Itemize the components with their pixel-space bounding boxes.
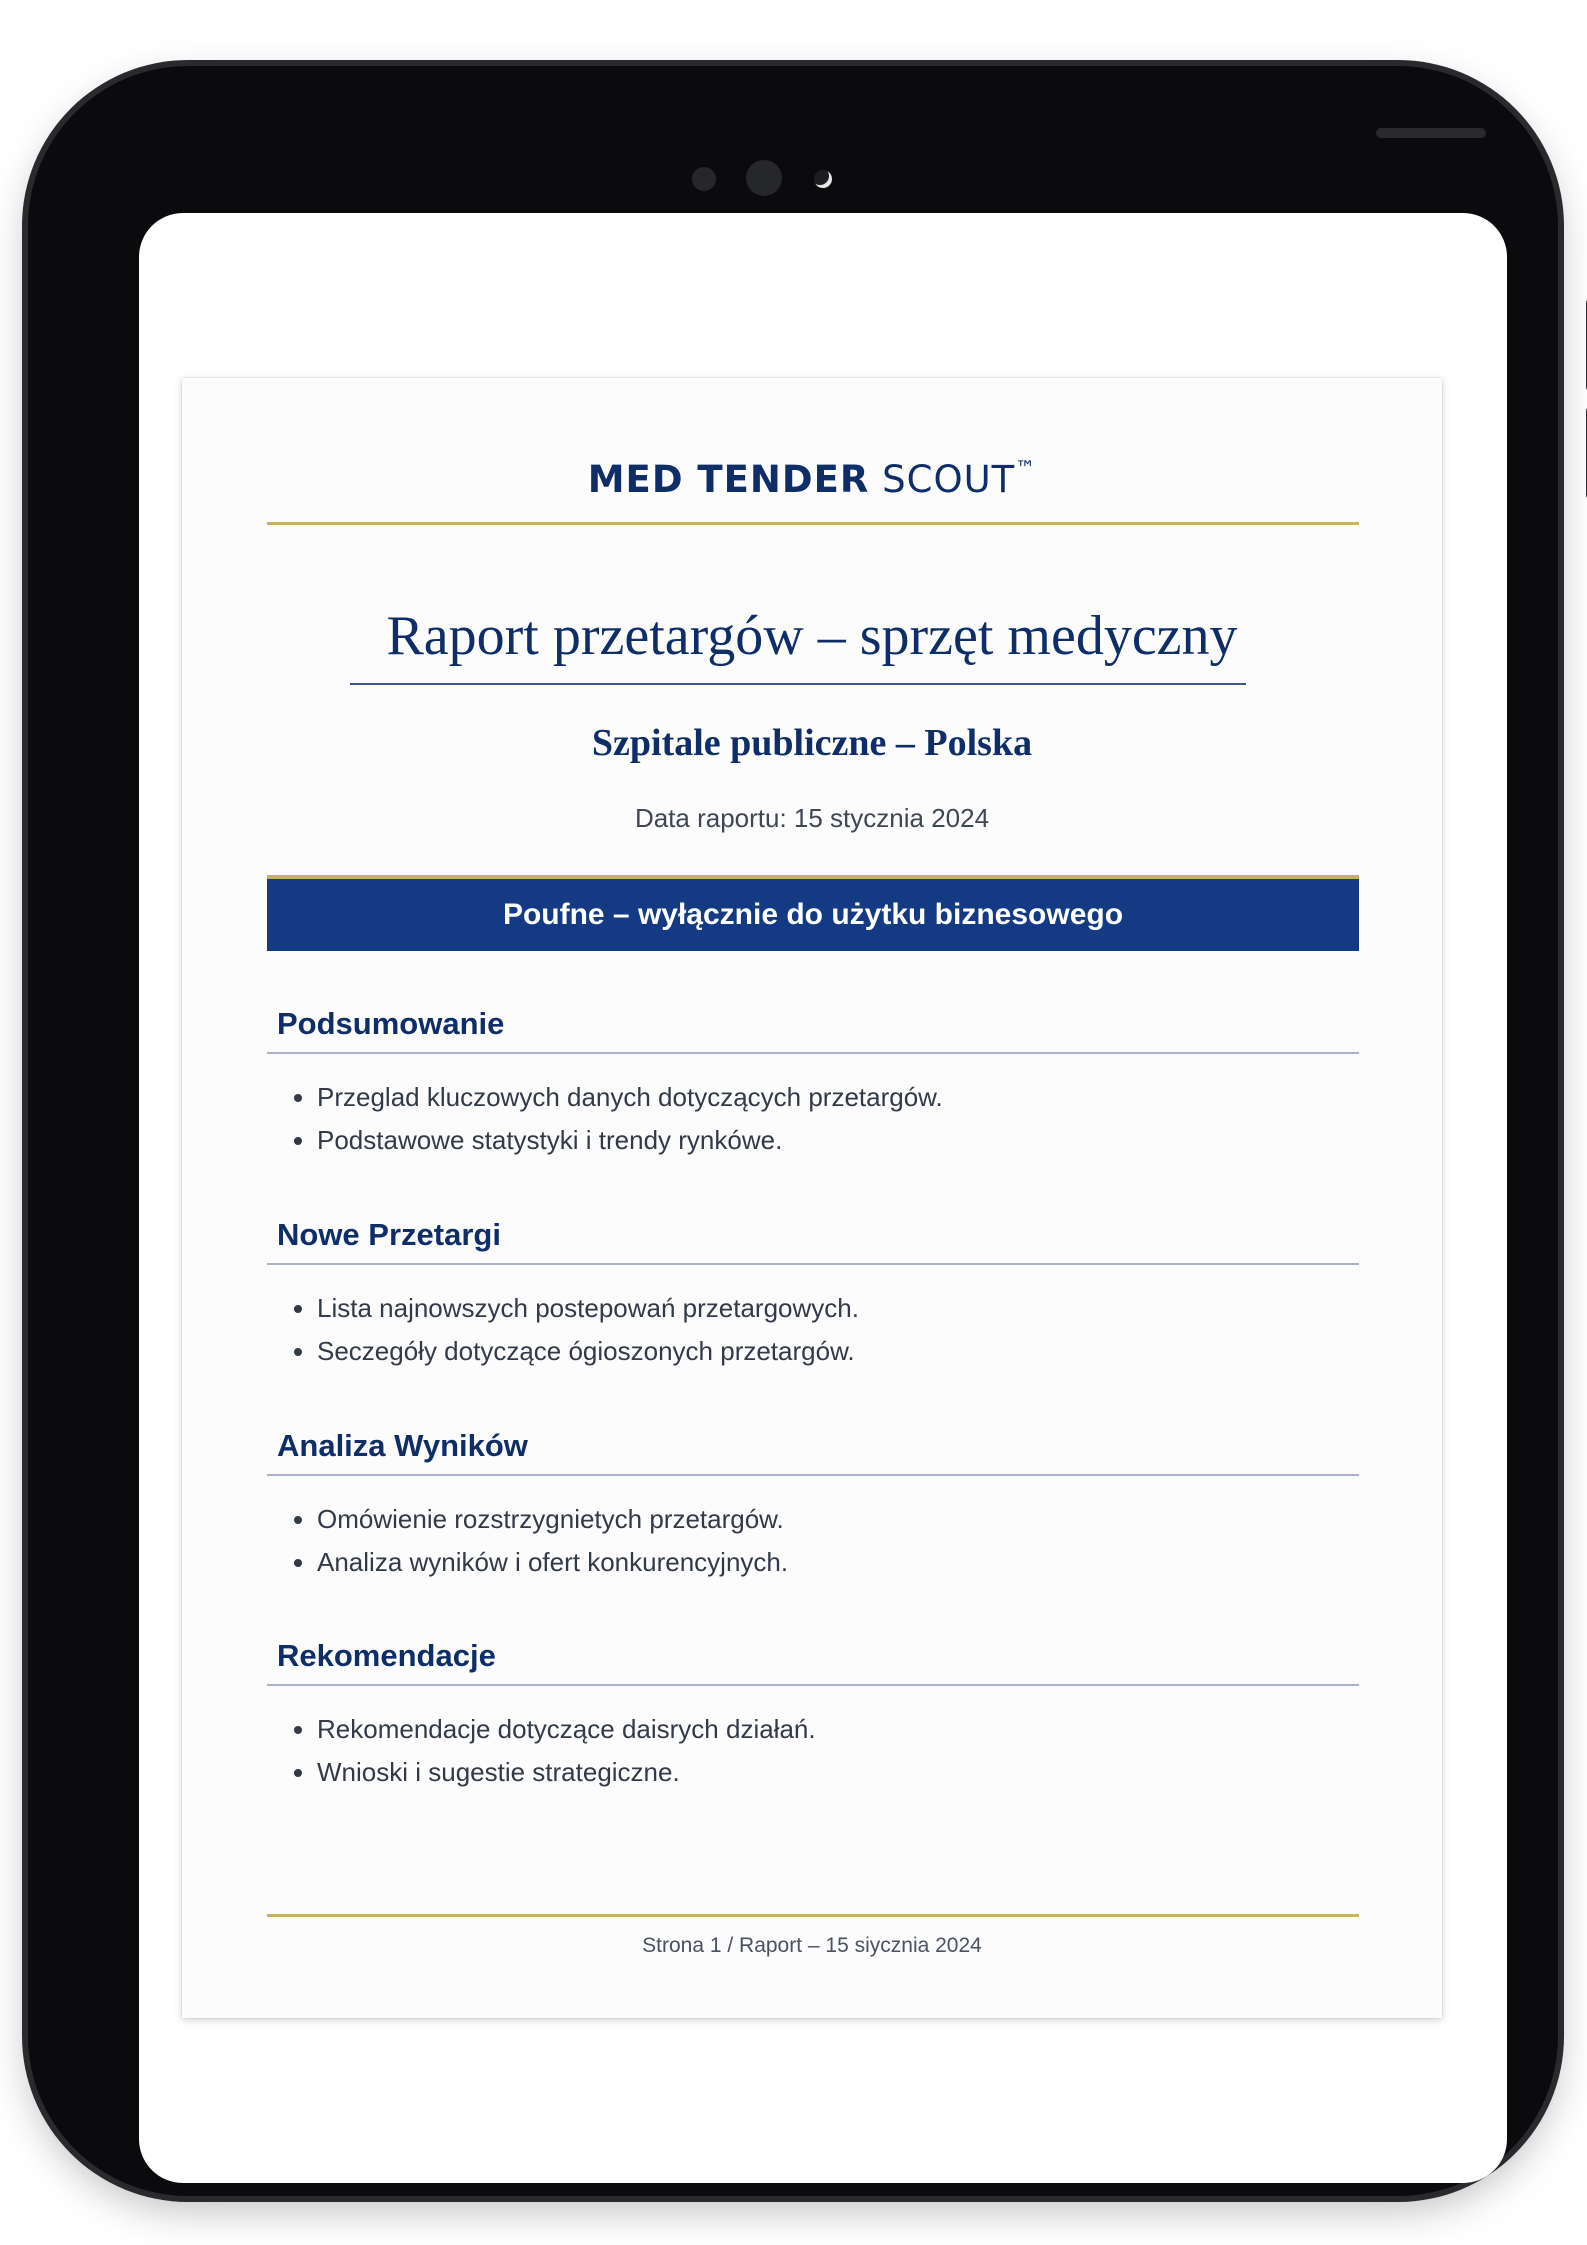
list-item: Omówienie rozstrzygnietych przetargów.: [267, 1498, 1359, 1541]
confidential-banner: Poufne – wyłącznie do użytku biznesowego: [267, 879, 1359, 951]
section-divider: [267, 1052, 1359, 1054]
page-title: Raport przetargów – sprzęt medyczny: [386, 605, 1238, 667]
list-item: Lista najnowszych postepowań przetargowych.: [267, 1287, 1359, 1330]
bullet-list: [267, 1076, 1359, 1162]
footer-divider: [267, 1914, 1359, 1917]
brand-logo: [182, 456, 1442, 501]
bullet-list: [267, 1287, 1359, 1373]
list-item: Wnioski i sugestie strategiczne.: [267, 1751, 1359, 1794]
page-footer: Strona 1 / Raport – 15 siycznia 2024: [642, 1934, 982, 1957]
section-results-analysis: [267, 1424, 1359, 1584]
tablet-frame: [28, 66, 1558, 2196]
section-divider: [267, 1684, 1359, 1686]
report-date: Data raportu: 15 stycznia 2024: [634, 803, 990, 833]
section-new-tenders: [267, 1213, 1359, 1373]
tablet-screen: [139, 213, 1507, 2183]
section-heading: Podsumowanie: [277, 1006, 505, 1041]
report-page: [182, 378, 1442, 2018]
trademark-symbol: ™: [1015, 456, 1037, 480]
list-item: Rekomendacje dotyczące daisrych działań.: [267, 1708, 1359, 1751]
brand-name-light: SCOUT: [882, 458, 1016, 501]
section-summary: [267, 1002, 1359, 1162]
section-recommendations: [267, 1634, 1359, 1794]
power-button: [1376, 128, 1486, 138]
section-divider: [267, 1263, 1359, 1265]
brand-name-strong: MED TENDER: [587, 458, 870, 501]
sensor-icon: [692, 167, 716, 191]
page-subtitle: Szpitale publiczne – Polska: [591, 722, 1033, 764]
bullet-list: [267, 1708, 1359, 1794]
section-divider: [267, 1474, 1359, 1476]
section-heading: Rekomendacje: [277, 1638, 496, 1673]
list-item: Przeglad kluczowych danych dotyczących przetargów.: [267, 1076, 1359, 1119]
title-underline: [350, 683, 1246, 685]
front-camera-icon: [746, 160, 782, 196]
bullet-list: [267, 1498, 1359, 1584]
header-divider: [267, 522, 1359, 525]
section-heading: Nowe Przetargi: [277, 1217, 501, 1252]
camera-lens-icon: [814, 170, 832, 188]
list-item: Seczegóły dotyczące ógioszonych przetargów.: [267, 1330, 1359, 1373]
list-item: Podstawowe statystyki i trendy rynkówe.: [267, 1119, 1359, 1162]
section-heading: Analiza Wyników: [277, 1428, 528, 1463]
list-item: Analiza wyników i ofert konkurencyjnych.: [267, 1541, 1359, 1584]
